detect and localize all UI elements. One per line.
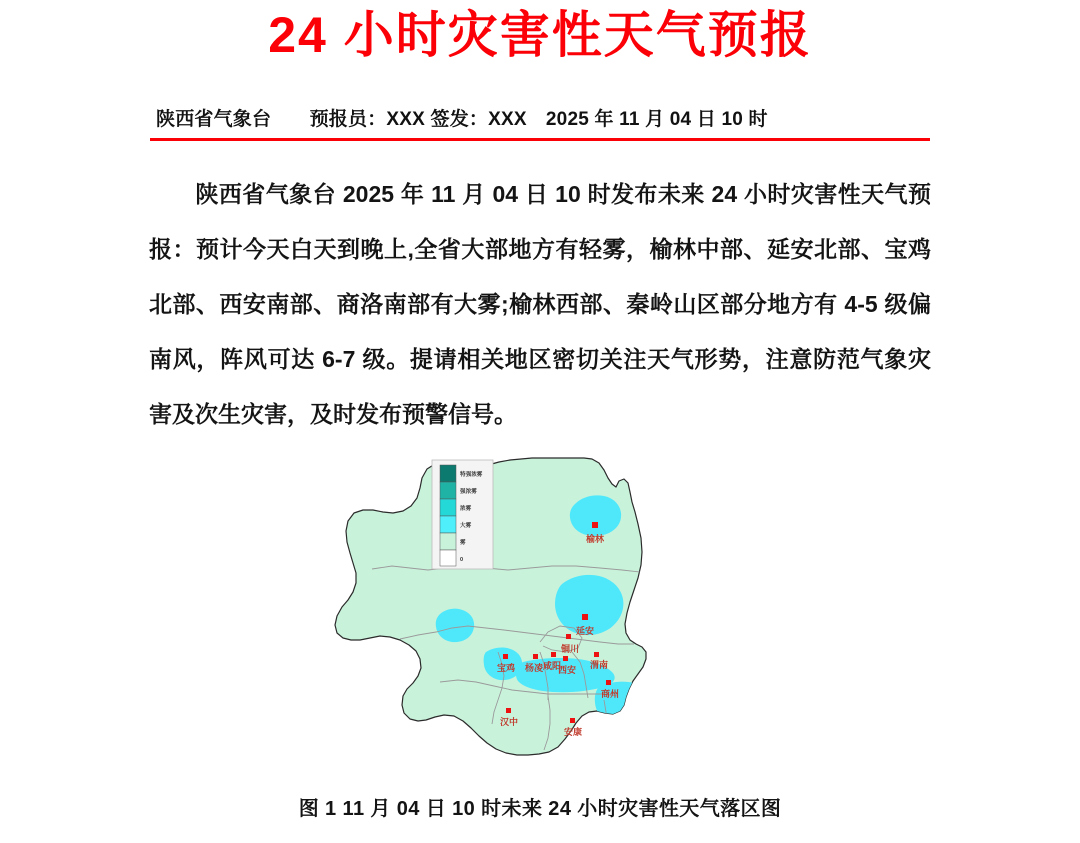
forecast-body	[149, 167, 931, 442]
legend-label-4: 雾	[460, 540, 466, 546]
city-label-yangling: 杨凌	[524, 663, 544, 673]
map-legend	[432, 460, 493, 569]
figure-caption: 图 1 11 月 04 日 10 时未来 24 小时灾害性天气落区图	[298, 798, 782, 820]
legend-label-3: 大雾	[460, 523, 472, 529]
city-label-xianyang: 咸阳	[542, 661, 562, 671]
header-block	[150, 104, 930, 141]
forecast-paragraph-text: 陕西省气象台 2025 年 11 月 04 日 10 时发布未来 24 小时灾害性天气预报：预计今天白天到晚上,全省大部地方有轻雾，榆林中部、延安北部、宝鸡北部、西安南部、商洛南部有大雾;榆林西部、秦岭山区部分地方有 4-5 级偏南风，阵风可达 6-7 级。提请相关地区密切关注天气形势，注意防范气象灾害及次生灾害，及时发布预警信号。	[149, 181, 931, 427]
city-label-weinan: 渭南	[589, 660, 609, 670]
city-label-ankang: 安康	[563, 727, 583, 737]
page-title: 24 小时灾害性天气预报	[268, 7, 812, 63]
issuer-line: 陕西省气象台 预报员：XXX 签发：XXX 2025 年 11 月 04 日 10 时	[156, 109, 768, 130]
city-label-yulin: 榆林	[585, 534, 605, 544]
fog-patch-yulin-west-shape	[436, 609, 474, 643]
city-label-xian: 西安	[557, 665, 577, 675]
city-label-yanan: 延安	[575, 626, 595, 636]
city-label-shangzhou: 商州	[600, 689, 620, 699]
figure-area	[0, 456, 1080, 786]
weather-map	[0, 456, 1080, 786]
city-label-hanzhong: 汉中	[499, 717, 519, 727]
city-label-tongchuan: 铜川	[560, 644, 580, 654]
legend-label-1: 强浓雾	[460, 489, 477, 495]
map-final	[0, 456, 1080, 786]
city-label-baoji: 宝鸡	[496, 663, 516, 673]
legend-label-2: 浓雾	[460, 506, 472, 512]
legend-label-0: 特强浓雾	[460, 472, 483, 478]
legend-label-5: 0	[460, 557, 464, 563]
weather-map-svg	[0, 456, 1080, 786]
header-divider	[150, 138, 930, 141]
